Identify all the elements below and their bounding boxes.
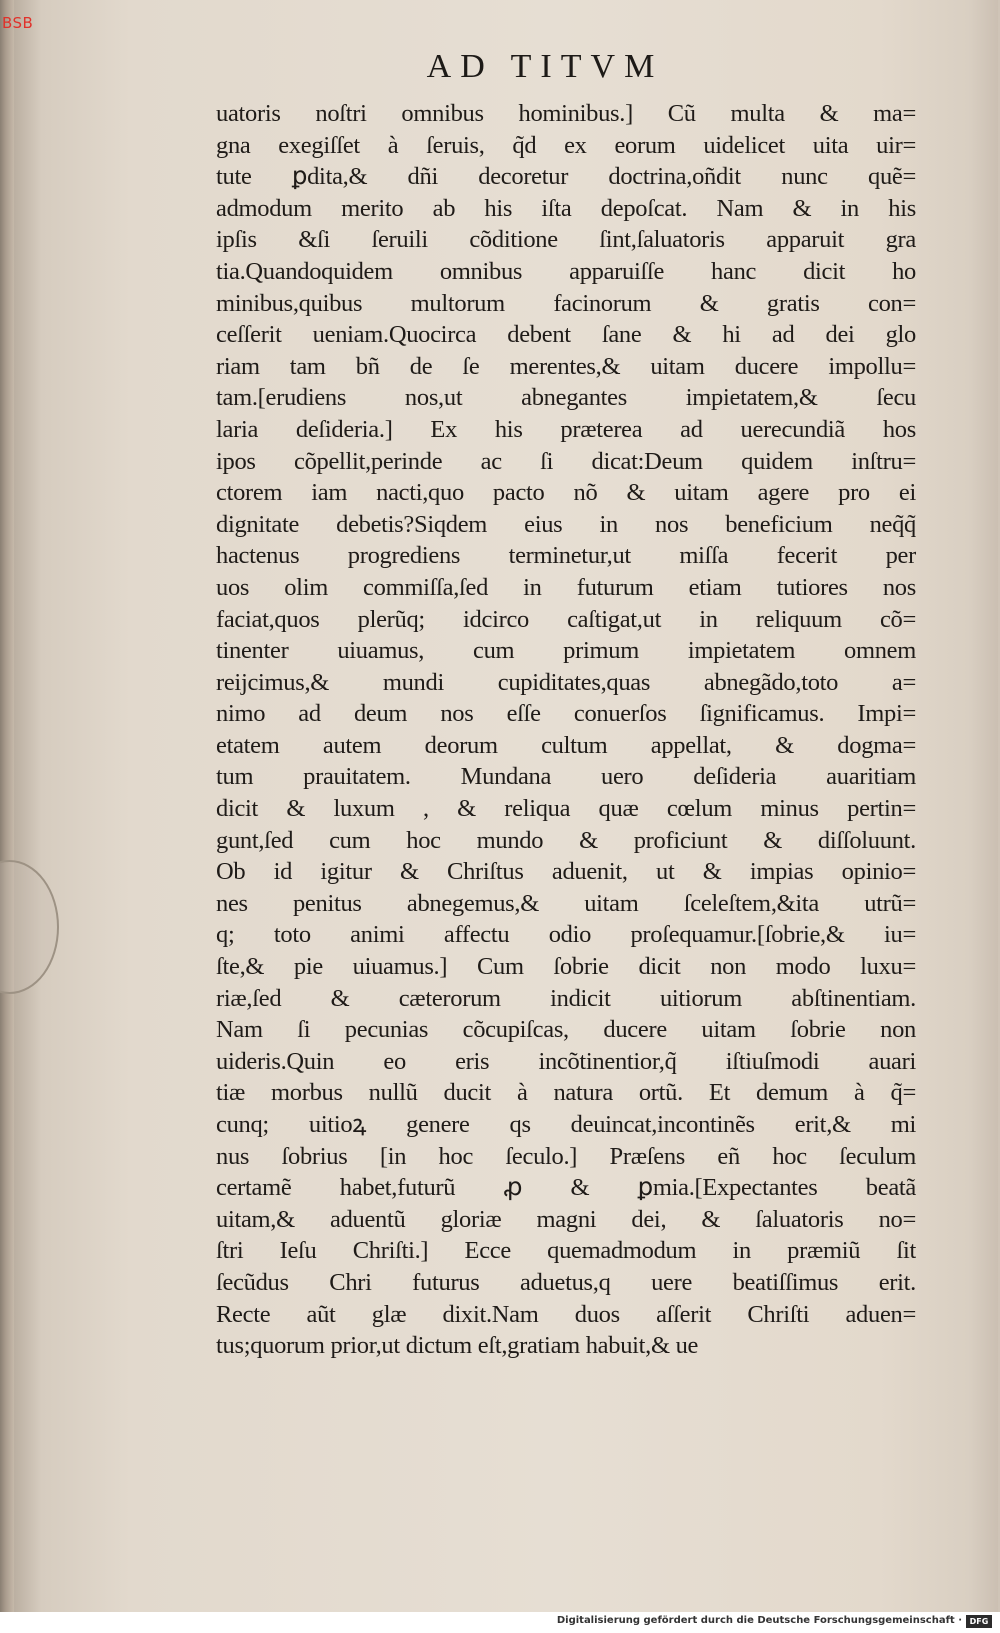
text-line: ipos cõpellit,perinde ac ſi dicat:Deum quidem inſtru= bbox=[216, 447, 916, 475]
text-line: nimo ad deum nos eſſe conuerſos ſignificamus. Impi= bbox=[216, 700, 916, 728]
text-line: ipſis &ſi ſeruili cõditione ſint,ſaluatoris apparuit gra bbox=[216, 226, 916, 254]
text-line: ceſſerit ueniam.Quocirca debent ſane & hi ad dei glo bbox=[216, 321, 916, 349]
text-line: nes penitus abnegemus,& uitam ſceleſtem,&ita utrũ= bbox=[216, 889, 916, 917]
text-line: riam tam bñ de ſe merentes,& uitam ducere impollu= bbox=[216, 352, 916, 380]
text-line: dignitate debetis?Siqdem eius in nos beneficium neq̃q̃ bbox=[216, 510, 916, 538]
text-line: uos olim commiſſa,ſed in futurum etiam tutiores nos bbox=[216, 573, 916, 601]
text-line: hactenus progrediens terminetur,ut miſſa fecerit per bbox=[216, 542, 916, 570]
text-line: tinenter uiuamus, cum primum impietatem omnem bbox=[216, 637, 916, 665]
book-spine-edge bbox=[0, 0, 14, 1612]
text-line: certamẽ habet,futurũ ꝓ & ꝑmia.[Expectantes beatã bbox=[216, 1174, 916, 1202]
text-line: dicit & luxum , & reliqua quӕ cœlum minus pertin= bbox=[216, 795, 916, 823]
text-line: gunt,ſed cum hoc mundo & proficiunt & diſſoluunt. bbox=[216, 826, 916, 854]
text-line: tus;quorum prior,ut dictum eſt,gratiam habuit,& ue bbox=[216, 1332, 699, 1360]
body-text bbox=[216, 98, 916, 1362]
footer-strip bbox=[0, 1612, 1000, 1633]
text-line: ſte,& pie uiuamus.] Cum ſobrie dicit non modo luxu= bbox=[216, 953, 916, 981]
text-line: ſecũdus Chri futurus aduetus,q uere beatiſſimus erit. bbox=[216, 1268, 916, 1296]
text-line: ctorem iam nacti,quo pacto nõ & uitam agere pro ei bbox=[216, 479, 916, 507]
running-head: AD TITVM bbox=[426, 48, 664, 85]
text-line: faciat,quos plerũq; idcirco caſtigat,ut in reliquum cõ= bbox=[216, 605, 916, 633]
library-corner-mark: BSB bbox=[2, 14, 34, 32]
text-line: admodum merito ab his iſta depoſcat. Nam & in his bbox=[216, 194, 916, 222]
text-line: ſtri Ieſu Chriſti.] Ecce quemadmodum in prӕmiũ ſit bbox=[216, 1237, 916, 1265]
text-line: Ob id igitur & Chriſtus aduenit, ut & impias opinio= bbox=[216, 858, 916, 886]
dfg-logo: DFG bbox=[966, 1615, 992, 1628]
text-line: uideris.Quin eo eris incõtinentior,q̃ iſtiuſmodi auari bbox=[216, 1047, 916, 1075]
text-line: q; toto animi affectu odio proſequamur.[ſobrie,& iu= bbox=[216, 921, 916, 949]
text-line: minibus,quibus multorum facinorum & gratis con= bbox=[216, 289, 916, 317]
text-line: tam.[erudiens nos,ut abnegantes impietatem,& ſecu bbox=[216, 384, 916, 412]
text-line: cunq; uitioꝝ genere qs deuincat,incontinẽs erit,& mi bbox=[216, 1111, 916, 1138]
footer-credit: Digitalisierung gefördert durch die Deutsche Forschungsgemeinschaft · bbox=[556, 1615, 962, 1626]
text-line: uatoris noſtri omnibus hominibus.] Cũ multa & ma= bbox=[216, 100, 916, 127]
text-line: uitam,& aduentũ gloriӕ magni dei, & ſaluatoris no= bbox=[216, 1205, 916, 1233]
text-line: laria deſideria.] Ex his prӕterea ad uerecundiã hos bbox=[216, 415, 916, 443]
text-line: Nam ſi pecunias cõcupiſcas, ducere uitam ſobrie non bbox=[216, 1016, 916, 1044]
text-line: riӕ,ſed & cӕterorum indicit uitiorum abſtinentiam. bbox=[216, 984, 916, 1012]
text-line: tiӕ morbus nullũ ducit à natura ortũ. Et demum à q̃= bbox=[216, 1079, 916, 1107]
text-line: tia.Quandoquidem omnibus apparuiſſe hanc dicit ho bbox=[216, 257, 916, 285]
text-line: etatem autem deorum cultum appellat, & dogma= bbox=[216, 731, 916, 759]
text-line: reijcimus,& mundi cupiditates,quas abnegãdo,toto a= bbox=[216, 668, 916, 696]
text-line: gna exegiſſet à ſeruis, q̃d ex eorum uidelicet uita uir= bbox=[216, 131, 916, 159]
text-line: tum prauitatem. Mundana uero deſideria auaritiam bbox=[216, 763, 916, 791]
text-line: nus ſobrius [in hoc ſeculo.] Prӕſens eñ hoc ſeculum bbox=[216, 1142, 916, 1170]
text-line: Recte aũt glӕ dixit.Nam duos aſſerit Chriſti aduen= bbox=[216, 1300, 916, 1328]
text-line: tute ꝑdita,& dñi decoretur doctrina,oñdit nunc quẽ= bbox=[216, 163, 916, 191]
